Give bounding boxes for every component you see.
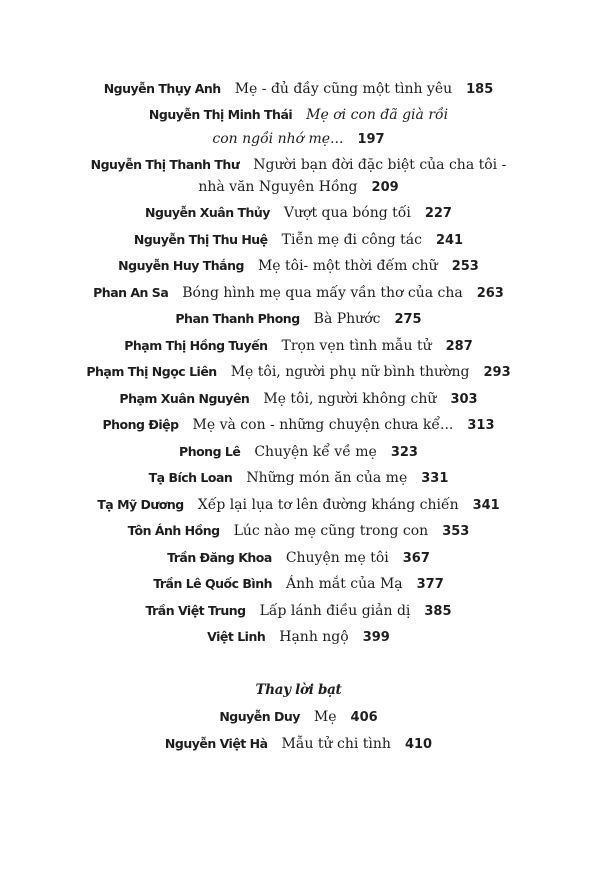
- entry-page: 227: [424, 206, 452, 221]
- entry-title: Lấp lánh điều giản dị: [259, 603, 411, 619]
- toc-entry-continued: [0, 177, 597, 198]
- entry-page: 410: [404, 737, 433, 752]
- entry-author: Nguyễn Duy: [219, 709, 300, 724]
- toc-entry: [0, 574, 597, 595]
- toc-entry: [0, 627, 597, 648]
- entry-author: Tạ Bích Loan: [148, 470, 233, 485]
- entry-title: Lúc nào mẹ cũng trong con: [233, 523, 429, 539]
- entry-author: Phan Thanh Phong: [175, 311, 300, 326]
- entry-title: Bà Phước: [313, 311, 381, 327]
- entry-page: 367: [402, 551, 430, 566]
- entry-title: Mẹ tôi, người phụ nữ bình thường: [230, 364, 470, 380]
- entry-title: Mẹ và con - những chuyện chưa kể...: [192, 417, 454, 433]
- toc-entry-continued: [0, 129, 597, 150]
- toc-entry: [0, 336, 597, 357]
- toc-entry: [0, 389, 597, 410]
- entry-title: Xếp lại lụa tơ lên đường kháng chiến: [197, 497, 459, 513]
- entry-title: Hạnh ngộ: [279, 629, 349, 645]
- entry-page: 331: [421, 471, 449, 486]
- entry-title: Người bạn đời đặc biệt của cha tôi -: [253, 157, 507, 173]
- toc-entry: [0, 707, 597, 728]
- entry-author: Phong Điệp: [102, 417, 179, 432]
- entry-title: Mẫu tử chi tình: [281, 736, 391, 752]
- entry-author: Nguyễn Xuân Thủy: [145, 205, 270, 220]
- toc-entry: [0, 79, 597, 100]
- entry-author: Nguyễn Thị Minh Thái: [148, 107, 293, 122]
- entry-title: Mẹ tôi, người không chữ: [263, 391, 437, 407]
- entry-author: Tôn Ánh Hồng: [127, 523, 220, 538]
- toc-entry: [0, 415, 597, 436]
- toc-entry: [0, 309, 597, 330]
- entry-author: Trần Lê Quốc Bình: [153, 576, 272, 591]
- toc-entry: [0, 548, 597, 569]
- entry-page: 197: [357, 132, 385, 147]
- entry-title: Vượt qua bóng tối: [283, 205, 411, 221]
- entry-title: Ánh mắt của Mạ: [286, 576, 403, 592]
- toc-entry: [0, 495, 597, 516]
- entry-page: 275: [394, 312, 422, 327]
- entry-title-continued: nhà văn Nguyên Hồng: [198, 179, 358, 195]
- entry-author: Việt Linh: [207, 629, 266, 644]
- entry-page: 323: [390, 445, 418, 460]
- entry-page: 253: [451, 259, 479, 274]
- toc-entry: [0, 230, 597, 251]
- toc-entry: [0, 601, 597, 622]
- entry-title: Những món ăn của mẹ: [246, 470, 408, 486]
- toc-entry: [0, 283, 597, 304]
- entry-page: 341: [472, 498, 500, 513]
- toc-entry: [0, 362, 597, 383]
- toc-entry: [0, 256, 597, 277]
- entry-title: Bóng hình mẹ qua mấy vần thơ của cha: [182, 285, 463, 301]
- entry-title: Mẹ: [313, 709, 337, 725]
- toc-entry: [0, 521, 597, 542]
- entry-title: Mẹ tôi- một thời đếm chữ: [257, 258, 438, 274]
- entry-author: Phong Lê: [179, 444, 241, 459]
- section-heading: Thay lời bạt: [255, 682, 342, 698]
- entry-page: 353: [442, 524, 470, 539]
- entry-author: Nguyễn Thị Thanh Thư: [90, 157, 240, 172]
- entry-page: 185: [466, 82, 494, 97]
- toc-entry: [0, 155, 597, 176]
- entry-title: Chuyện kể về mẹ: [254, 444, 377, 460]
- entry-author: Nguyễn Việt Hà: [164, 736, 268, 751]
- toc-entry: [0, 442, 597, 463]
- entry-author: Phạm Xuân Nguyên: [119, 391, 250, 406]
- entry-page: 241: [435, 233, 464, 248]
- entry-page: 293: [483, 365, 511, 380]
- entry-page: 313: [467, 418, 495, 433]
- entry-title-continued: con ngồi nhớ mẹ...: [212, 131, 344, 147]
- entry-page: 385: [424, 604, 452, 619]
- entry-page: 287: [445, 339, 473, 354]
- entry-title: Tiễn mẹ đi công tác: [281, 232, 422, 248]
- afterword-heading: [0, 680, 597, 701]
- entry-title: Chuyện mẹ tôi: [285, 550, 389, 566]
- entry-title: Mẹ ơi con đã già rồi: [306, 107, 449, 123]
- toc-entry: [0, 105, 597, 126]
- toc-entry: [0, 203, 597, 224]
- entry-author: Trần Việt Trung: [145, 603, 246, 618]
- entry-page: 263: [476, 286, 504, 301]
- entry-page: 399: [362, 630, 390, 645]
- entry-page: 303: [450, 392, 478, 407]
- entry-author: Trần Đăng Khoa: [167, 550, 272, 565]
- entry-author: Nguyễn Huy Thắng: [118, 258, 244, 273]
- entry-author: Phan An Sa: [93, 285, 169, 300]
- entry-page: 406: [350, 710, 378, 725]
- entry-title: Trọn vẹn tình mẫu tử: [281, 338, 432, 354]
- entry-author: Tạ Mỹ Dương: [97, 497, 184, 512]
- toc-entry: [0, 734, 597, 755]
- toc-entry: [0, 468, 597, 489]
- entry-author: Phạm Thị Ngọc Liên: [86, 364, 217, 379]
- entry-author: Phạm Thị Hồng Tuyến: [124, 338, 268, 353]
- entry-page: 377: [416, 577, 444, 592]
- entry-author: Nguyễn Thụy Anh: [103, 81, 221, 96]
- entry-author: Nguyễn Thị Thu Huệ: [133, 232, 268, 247]
- entry-page: 209: [371, 180, 399, 195]
- entry-title: Mẹ - đủ đầy cũng một tình yêu: [234, 81, 453, 97]
